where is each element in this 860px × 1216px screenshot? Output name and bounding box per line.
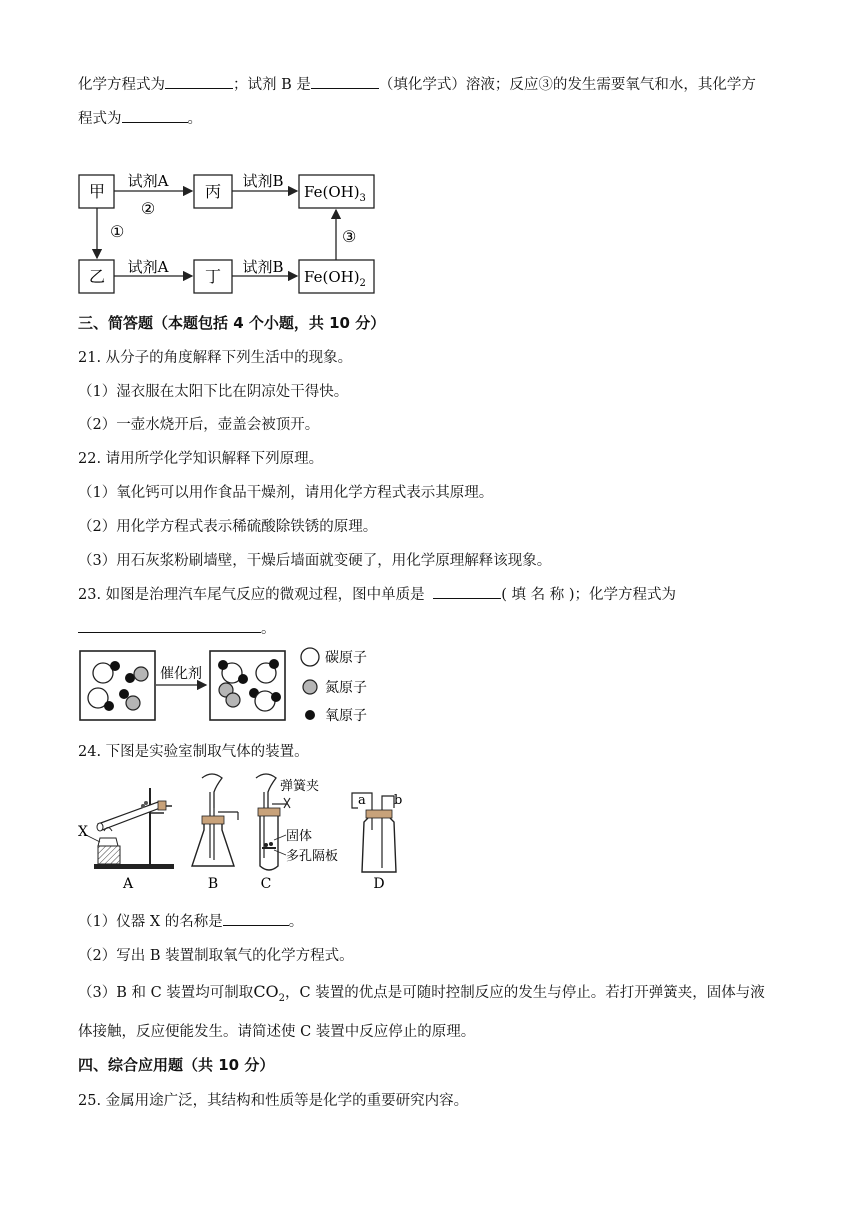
oxygen-atom: [110, 661, 120, 671]
q24-part-3-line-2: 体接触，反应便能发生。请简述使 C 装置中反应停止的原理。: [78, 1024, 476, 1040]
step-1-label: ①: [110, 222, 125, 241]
caption-c: C: [260, 876, 272, 892]
legend-oxygen-icon: [305, 710, 315, 720]
q24-part-2: （2）写出 B 装置制取氧气的化学方程式。: [78, 948, 354, 964]
oxygen-atom: [119, 689, 129, 699]
section-4-title: 四、综合应用题（共 10 分）: [78, 1056, 275, 1074]
oxygen-atom: [104, 701, 114, 711]
caption-a: A: [122, 876, 134, 892]
label-yi: 乙: [88, 267, 106, 286]
reagent-a-label-top: 试剂A: [127, 172, 169, 190]
co2-formula: $CO_2$: [253, 982, 286, 1005]
nitrogen-atom: [126, 696, 140, 710]
step-2-label: ②: [140, 199, 156, 218]
oxygen-atom: [218, 660, 228, 670]
label-spring-clip: 弹簧夹: [280, 779, 320, 794]
q22-part-1: （1）氧化钙可以用作食品干燥剂，请用化学方程式表示其原理。: [78, 485, 494, 501]
oxygen-atom: [269, 659, 279, 669]
nitrogen-atom: [134, 667, 148, 681]
label-feoh3: $Fe(OH)_3$: [304, 183, 366, 204]
reagent-b-label-bottom: 试剂B: [242, 258, 284, 276]
label-bing: 丙: [204, 182, 222, 201]
answer-blank[interactable]: [78, 618, 261, 633]
apparatus-b: [192, 774, 238, 866]
oxygen-atom: [238, 674, 248, 684]
label-a: a: [358, 793, 366, 808]
step-3-label: ③: [342, 227, 357, 246]
answer-blank[interactable]: [165, 74, 233, 89]
label-ding: 丁: [204, 267, 222, 286]
nitrogen-atom: [226, 693, 240, 707]
legend-oxygen-label: 氧原子: [325, 708, 367, 724]
answer-blank[interactable]: [433, 584, 501, 599]
legend-nitrogen-label: 氮原子: [325, 680, 367, 696]
oxygen-atom: [271, 692, 281, 702]
q21-part-1: （1）湿衣服在太阳下比在阴凉处干得快。: [78, 384, 349, 400]
q24-stem: 24. 下图是实验室制取气体的装置。: [78, 744, 309, 760]
legend-carbon-icon: [301, 648, 319, 666]
reactants-box: [80, 651, 155, 720]
apparatus-a: [84, 788, 174, 869]
answer-blank[interactable]: [122, 108, 188, 123]
q22-stem: 22. 请用所学化学知识解释下列原理。: [78, 451, 324, 467]
label-jia: 甲: [88, 182, 106, 201]
q21-part-2: （2）一壶水烧开后，壶盖会被顶开。: [78, 417, 320, 433]
q23-stem: 23. 如图是治理汽车尾气反应的微观过程，图中单质是 ( 填 名 称 )；化学方程式为: [78, 583, 676, 604]
label-solid: 固体: [286, 829, 313, 844]
continuation-line-2: 程式为 。: [78, 107, 202, 128]
catalyst-label: 催化剂: [160, 666, 202, 682]
legend-carbon-label: 碳原子: [325, 650, 367, 666]
answer-blank[interactable]: [311, 74, 379, 89]
q23-equation-line: 。: [78, 617, 276, 638]
label-feoh2: $Fe(OH)_2$: [304, 268, 366, 289]
reagent-a-label-bottom: 试剂A: [127, 258, 169, 276]
label-x: X: [78, 824, 88, 840]
label-porous-plate: 多孔隔板: [286, 849, 339, 864]
reaction-flow-diagram: [70, 160, 400, 300]
section-3-title: 三、简答题（本题包括 4 个小题，共 10 分）: [78, 314, 386, 332]
molecular-reaction-diagram: [78, 645, 388, 725]
reagent-b-label-top: 试剂B: [242, 172, 284, 190]
caption-d: D: [373, 876, 385, 892]
q24-part-1: （1）仪器 X 的名称是 。: [78, 910, 303, 931]
caption-b: B: [207, 876, 219, 892]
legend-nitrogen-icon: [303, 680, 317, 694]
q24-part-3-line-1: （3）B 和 C 装置均可制取$CO_2$，C 装置的优点是可随时控制反应的发生与停止。若打开弹簧夹，固体与液: [78, 982, 765, 1005]
continuation-line-1: 化学方程式为 ；试剂 B 是 （填化学式）溶液；反应③的发生需要氧气和水，其化学方: [78, 73, 756, 94]
q21-stem: 21. 从分子的角度解释下列生活中的现象。: [78, 350, 353, 366]
q25-stem: 25. 金属用途广泛，其结构和性质等是化学的重要研究内容。: [78, 1093, 469, 1109]
label-b: b: [394, 793, 403, 808]
answer-blank[interactable]: [223, 911, 289, 926]
q22-part-2: （2）用化学方程式表示稀硫酸除铁锈的原理。: [78, 519, 378, 535]
lab-apparatus-diagram: [76, 768, 426, 893]
q22-part-3: （3）用石灰浆粉刷墙壁，干燥后墙面就变硬了，用化学原理解释该现象。: [78, 553, 552, 569]
